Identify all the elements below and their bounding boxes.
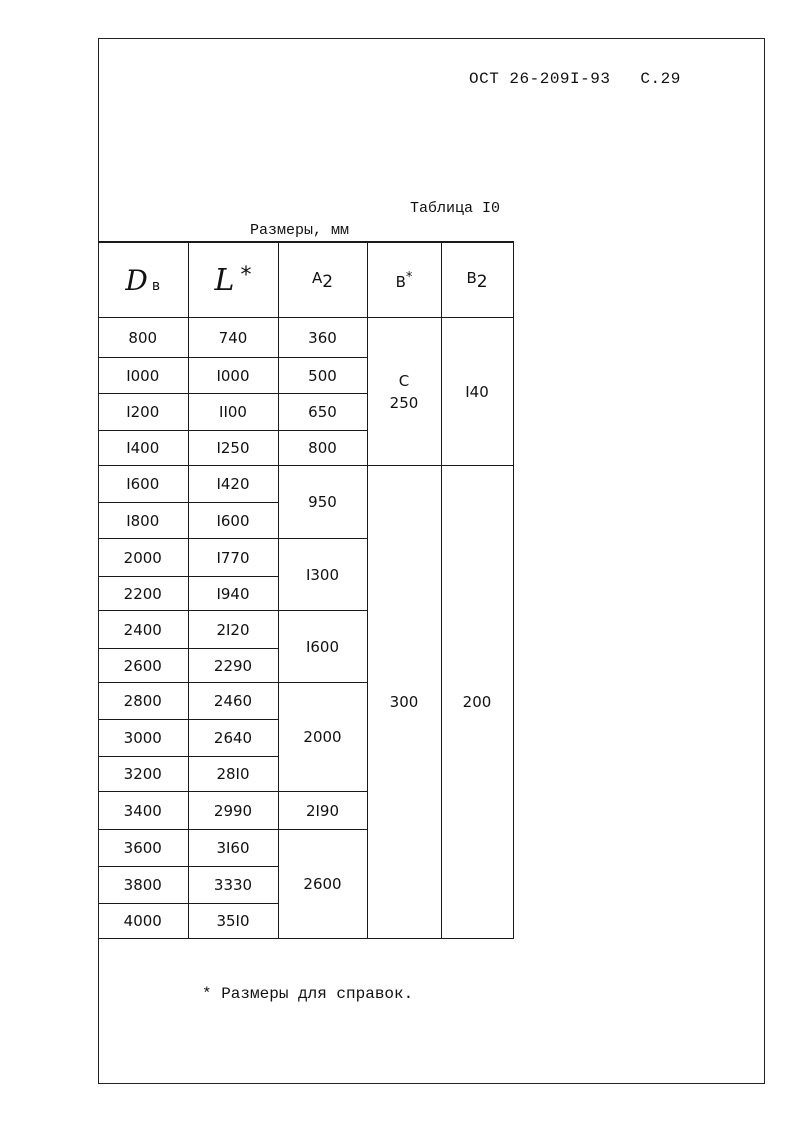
document-header: [469, 70, 681, 88]
cell-l: I770: [188, 539, 278, 577]
cell-dv: I000: [98, 358, 188, 394]
cell-dv: 800: [98, 318, 188, 358]
cell-l: I420: [188, 466, 278, 503]
cell-dv: 4000: [98, 904, 188, 939]
header-dv: [98, 242, 188, 318]
table-row: [98, 466, 513, 503]
cell-dv: 3800: [98, 867, 188, 904]
cell-dv: I200: [98, 394, 188, 431]
header-l-symbol: L: [214, 262, 235, 298]
header-a2-subscript: 2: [322, 271, 334, 292]
cell-l: I250: [188, 431, 278, 466]
cell-b-group1: [367, 318, 441, 466]
cell-b2-group1: I40: [441, 318, 513, 466]
cell-a2: I300: [278, 539, 367, 611]
cell-l: 35I0: [188, 904, 278, 939]
cell-l: 28I0: [188, 757, 278, 792]
cell-dv: 2000: [98, 539, 188, 577]
cell-dv: I600: [98, 466, 188, 503]
cell-dv: 2600: [98, 649, 188, 683]
table-row: [98, 318, 513, 358]
header-a2-symbol: A: [311, 268, 323, 287]
cell-l: 2460: [188, 683, 278, 720]
cell-dv: 3200: [98, 757, 188, 792]
cell-dv: I400: [98, 431, 188, 466]
cell-dv: 2800: [98, 683, 188, 720]
header-b2-symbol: B: [466, 268, 477, 287]
header-a2: [278, 242, 367, 318]
cell-dv: 2200: [98, 577, 188, 611]
header-dv-subscript: в: [151, 277, 161, 294]
cell-a2: 950: [278, 466, 367, 539]
cell-l: I940: [188, 577, 278, 611]
table-title: Таблица I0: [410, 200, 501, 217]
cell-b-group1-value: 250: [389, 393, 419, 412]
cell-dv: 3600: [98, 830, 188, 867]
header-l-marker: *: [240, 262, 252, 288]
cell-l: 2990: [188, 792, 278, 830]
cell-dv: 2400: [98, 611, 188, 649]
header-b2-subscript: 2: [476, 271, 488, 292]
cell-l: 2290: [188, 649, 278, 683]
cell-b-group2: 300: [367, 466, 441, 939]
header-b: [367, 242, 441, 318]
cell-a2: 360: [278, 318, 367, 358]
cell-dv: I800: [98, 503, 188, 539]
cell-l: 740: [188, 318, 278, 358]
cell-l: 2640: [188, 720, 278, 757]
header-b-marker: *: [405, 269, 413, 285]
cell-l: 2I20: [188, 611, 278, 649]
header-dv-symbol: D: [125, 263, 148, 297]
cell-l: 3330: [188, 867, 278, 904]
cell-l: I600: [188, 503, 278, 539]
cell-b2-group2: 200: [441, 466, 513, 939]
table-units: Размеры, мм: [250, 222, 350, 239]
cell-a2: 2I90: [278, 792, 367, 830]
cell-l: II00: [188, 394, 278, 431]
cell-a2: 2600: [278, 830, 367, 939]
cell-a2: 800: [278, 431, 367, 466]
cell-a2: I600: [278, 611, 367, 683]
cell-b-group1-prefix: С: [398, 371, 410, 390]
header-b2: [441, 242, 513, 318]
header-l: [188, 242, 278, 318]
dimensions-table: [98, 241, 514, 939]
cell-dv: 3000: [98, 720, 188, 757]
cell-l: I000: [188, 358, 278, 394]
page-number: С.29: [640, 70, 681, 88]
cell-dv: 3400: [98, 792, 188, 830]
cell-a2: 650: [278, 394, 367, 431]
cell-a2: 2000: [278, 683, 367, 792]
header-b-symbol: B: [395, 272, 406, 291]
footnote: * Размеры для справок.: [202, 985, 414, 1003]
standard-code: ОСТ 26-209I-93: [469, 70, 611, 88]
cell-a2: 500: [278, 358, 367, 394]
table-header-row: [98, 242, 513, 318]
cell-l: 3I60: [188, 830, 278, 867]
